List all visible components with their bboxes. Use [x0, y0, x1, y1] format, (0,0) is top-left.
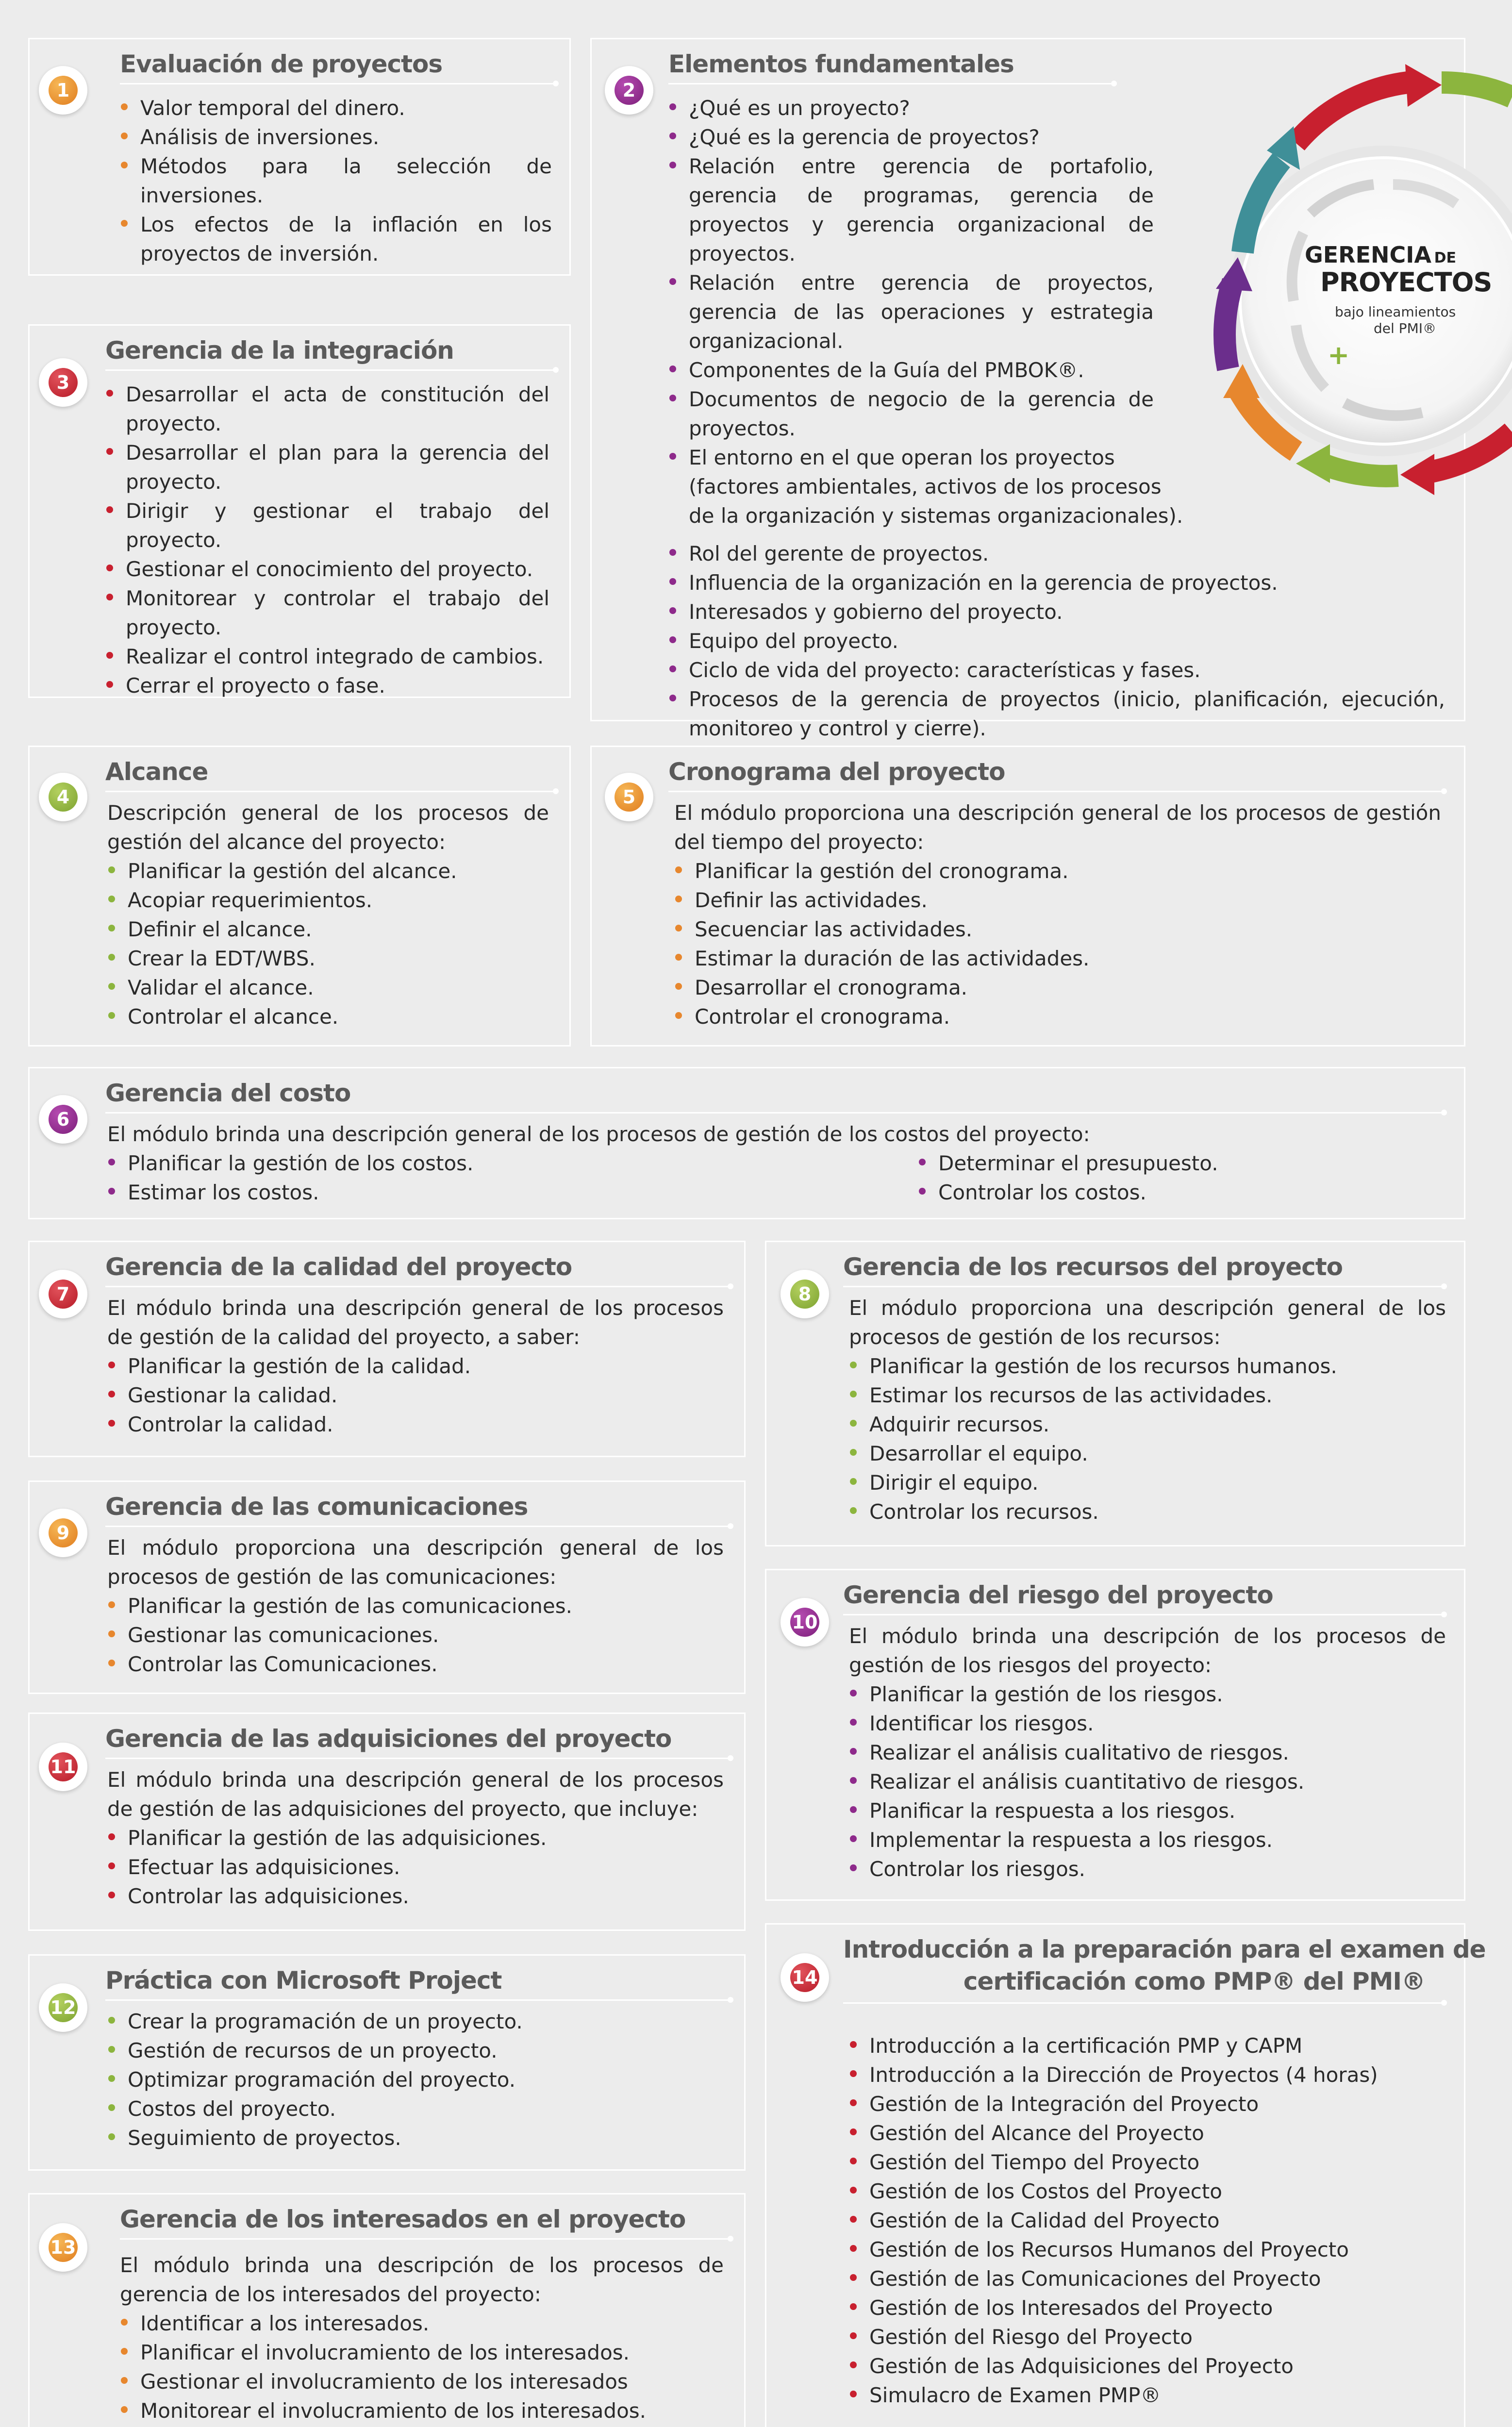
list-item: Controlar las Comunicaciones.	[107, 1650, 724, 1679]
module-number-badge	[39, 1743, 87, 1791]
title-divider	[105, 791, 557, 792]
module-body-continued	[668, 539, 1445, 743]
list-item: Introducción a la certificación PMP y CAPM	[849, 2031, 1446, 2061]
plus-icon: +	[1328, 340, 1350, 370]
module-title: Gerencia de los recursos del proyecto	[843, 1253, 1343, 1281]
module-11-card	[28, 1712, 746, 1931]
module-12-card	[28, 1954, 746, 2171]
list-item: Definir el alcance.	[107, 915, 549, 944]
list-item: Seguimiento de proyectos.	[107, 2124, 724, 2153]
list-item: Gestionar el conocimiento del proyecto.	[105, 555, 549, 584]
list-item: Planificar la gestión de las adquisiciones.	[107, 1824, 724, 1853]
title-divider	[105, 1999, 731, 2001]
list-item: Documentos de negocio de la gerencia de proyectos.	[668, 385, 1154, 443]
module-number: 12	[49, 1993, 78, 2022]
list-item: Cerrar el proyecto o fase.	[105, 671, 549, 700]
module-body	[107, 1294, 724, 1439]
list-item: Validar el alcance.	[107, 973, 549, 1002]
list-item: Simulacro de Examen PMP®	[849, 2381, 1446, 2410]
title-divider	[120, 2238, 731, 2240]
module-body	[849, 2031, 1446, 2410]
module-title: Gerencia de las adquisiciones del proyecto	[105, 1725, 672, 1753]
title-divider	[843, 1614, 1445, 1615]
list-item: Realizar el análisis cuantitativo de riesgos.	[849, 1767, 1446, 1796]
module-body	[849, 1294, 1446, 1527]
title-divider	[120, 83, 557, 84]
title-divider	[105, 1286, 731, 1287]
module-number-badge	[39, 1509, 87, 1557]
title-divider	[843, 2002, 1445, 2004]
list-item: Gestión de la Integración del Proyecto	[849, 2090, 1446, 2119]
module-title: Evaluación de proyectos	[120, 50, 443, 78]
module-body	[105, 380, 549, 700]
list-item: Crear la programación de un proyecto.	[107, 2007, 724, 2036]
list-item: Gestión del Riesgo del Proyecto	[849, 2323, 1446, 2352]
module-number-badge	[39, 66, 87, 115]
module-body	[120, 2251, 724, 2426]
module-number-badge	[39, 358, 87, 407]
module-number: 6	[49, 1105, 78, 1134]
list-item: Costos del proyecto.	[107, 2095, 724, 2124]
module-body	[668, 94, 1183, 531]
list-item: Identificar los riesgos.	[849, 1709, 1446, 1738]
list-item: Componentes de la Guía del PMBOK®.	[668, 356, 1154, 385]
module-number: 1	[49, 76, 78, 105]
module-number: 4	[49, 782, 78, 812]
list-item: Análisis de inversiones.	[120, 123, 552, 152]
list-item: Planificar la gestión del alcance.	[107, 857, 549, 886]
module-number: 13	[49, 2233, 78, 2262]
list-item: Planificar la gestión de los recursos humanos.	[849, 1352, 1446, 1381]
list-item: Valor temporal del dinero.	[120, 94, 552, 123]
list-item: Controlar los costos.	[918, 1178, 1218, 1207]
list-item: Gestión de las Comunicaciones del Proyecto	[849, 2264, 1446, 2294]
module-number-badge	[39, 773, 87, 821]
list-item: Definir las actividades.	[674, 886, 1441, 915]
list-item: Estimar la duración de las actividades.	[674, 944, 1441, 973]
list-item: Influencia de la organización en la gerencia de proyectos.	[668, 568, 1445, 598]
list-item: Gestión del Tiempo del Proyecto	[849, 2148, 1446, 2177]
module-intro: El módulo proporciona una descripción general de los procesos de gestión de las comunicaciones:	[107, 1536, 724, 1589]
gerencia-de-proyectos-logo	[1170, 29, 1512, 544]
list-item: Los efectos de la inflación en los proyectos de inversión.	[120, 210, 552, 268]
title-divider	[105, 1526, 731, 1527]
title-divider	[105, 369, 557, 371]
list-item: Controlar los riesgos.	[849, 1855, 1446, 1884]
module-number: 5	[615, 782, 644, 812]
module-number-badge	[605, 773, 653, 821]
list-item: Planificar la gestión del cronograma.	[674, 857, 1441, 886]
list-item: Determinar el presupuesto.	[918, 1149, 1218, 1178]
list-item: Planificar la gestión de la calidad.	[107, 1352, 724, 1381]
list-item: Crear la EDT/WBS.	[107, 944, 549, 973]
module-body	[107, 2007, 724, 2153]
list-item: Realizar el control integrado de cambios.	[105, 642, 549, 671]
module-title: Gerencia del costo	[105, 1079, 351, 1107]
list-item: Gestión de la Calidad del Proyecto	[849, 2206, 1446, 2235]
logo-caption: bajo lineamientos	[1335, 304, 1456, 320]
list-item: Controlar las adquisiciones.	[107, 1882, 724, 1911]
list-item: Desarrollar el acta de constitución del proyecto.	[105, 380, 549, 438]
list-item: Relación entre gerencia de proyectos, gerencia de las operaciones y estrategia organizacional.	[668, 268, 1154, 356]
list-item: Acopiar requerimientos.	[107, 886, 549, 915]
list-item: Gestión de recursos de un proyecto.	[107, 2036, 724, 2065]
module-intro: El módulo brinda una descripción general de los procesos de gestión de los costos del proyecto:	[107, 1122, 1090, 1146]
list-item: Realizar el análisis cualitativo de riesgos.	[849, 1738, 1446, 1767]
title-divider	[105, 1758, 731, 1759]
module-9-card	[28, 1480, 746, 1694]
module-title: Elementos fundamentales	[668, 50, 1014, 78]
module-title: Gerencia de la integración	[105, 336, 454, 365]
list-item: Secuenciar las actividades.	[674, 915, 1441, 944]
module-body	[674, 798, 1441, 1031]
module-10-card	[765, 1569, 1465, 1901]
list-item: Implementar la respuesta a los riesgos.	[849, 1826, 1446, 1855]
list-item: Identificar a los interesados.	[120, 2309, 724, 2338]
list-item: Monitorear y controlar el trabajo del proyecto.	[105, 584, 549, 642]
module-number: 7	[49, 1280, 78, 1309]
list-item: Controlar la calidad.	[107, 1410, 724, 1439]
list-item: Efectuar las adquisiciones.	[107, 1853, 724, 1882]
module-body	[849, 1622, 1446, 1884]
module-body	[120, 94, 552, 268]
module-number-badge	[781, 1953, 829, 2002]
list-item: Gestión de los Recursos Humanos del Proyecto	[849, 2235, 1446, 2264]
module-number: 2	[615, 76, 644, 105]
list-item: ¿Qué es la gerencia de proyectos?	[668, 123, 1154, 152]
module-title-line-2: certificación como PMP® del PMI®	[963, 1967, 1425, 1995]
title-divider	[668, 83, 1115, 84]
list-item: Gestionar las comunicaciones.	[107, 1621, 724, 1650]
module-number-badge	[39, 1270, 87, 1318]
list-item: Dirigir y gestionar el trabajo del proyecto.	[105, 497, 549, 555]
module-title: Gerencia de las comunicaciones	[105, 1493, 528, 1521]
list-item: Optimizar programación del proyecto.	[107, 2065, 724, 2095]
title-divider	[668, 791, 1445, 792]
module-7-card	[28, 1241, 746, 1457]
list-item: Procesos de la gerencia de proyectos (inicio, planificación, ejecución, monitoreo y control y cierre).	[668, 685, 1445, 743]
list-item: Gestión del Alcance del Proyecto	[849, 2119, 1446, 2148]
list-item: Planificar la respuesta a los riesgos.	[849, 1796, 1446, 1826]
module-number-badge	[781, 1270, 829, 1318]
logo-title: GERENCIA DE	[1305, 242, 1456, 268]
module-14-card	[765, 1923, 1486, 2427]
module-6-card	[28, 1067, 1465, 1219]
list-item: Gestión de los Costos del Proyecto	[849, 2177, 1446, 2206]
list-item: Dirigir el equipo.	[849, 1468, 1446, 1497]
module-8-card	[765, 1241, 1465, 1546]
list-item: Ciclo de vida del proyecto: características y fases.	[668, 656, 1445, 685]
module-number-badge	[781, 1598, 829, 1646]
module-intro: El módulo brinda una descripción general de los procesos de gestión de la calidad del proyecto, a saber:	[107, 1296, 724, 1349]
list-item: Controlar los recursos.	[849, 1497, 1446, 1527]
module-number: 9	[49, 1518, 78, 1547]
module-body	[107, 1765, 724, 1911]
list-item: Introducción a la Dirección de Proyectos (4 horas)	[849, 2061, 1446, 2090]
title-divider	[843, 1286, 1445, 1287]
list-item: Relación entre gerencia de portafolio, gerencia de programas, gerencia de proyectos y gerencia organizacional de proyectos.	[668, 152, 1154, 268]
list-item: Gestionar la calidad.	[107, 1381, 724, 1410]
module-4-card	[28, 746, 571, 1047]
logo-subtitle: PROYECTOS	[1320, 267, 1492, 298]
module-body	[107, 1533, 724, 1679]
list-item: El entorno en el que operan los proyectos (factores ambientales, activos de los procesos de la organización y sistemas organizacionales).	[668, 443, 1189, 531]
module-3-card	[28, 324, 571, 698]
list-item: Desarrollar el plan para la gerencia del proyecto.	[105, 438, 549, 497]
list-item: Desarrollar el cronograma.	[674, 973, 1441, 1002]
list-item: Desarrollar el equipo.	[849, 1439, 1446, 1468]
list-item: Rol del gerente de proyectos.	[668, 539, 1445, 568]
module-number-badge	[39, 1983, 87, 2032]
module-intro: Descripción general de los procesos de gestión del alcance del proyecto:	[107, 801, 549, 854]
module-title: Cronograma del proyecto	[668, 758, 1005, 786]
list-item: Estimar los costos.	[107, 1178, 918, 1207]
list-item: Controlar el alcance.	[107, 1002, 549, 1031]
module-title: Alcance	[105, 758, 208, 786]
module-1-card	[28, 38, 571, 276]
list-item: Monitorear el involucramiento de los interesados.	[120, 2396, 724, 2426]
module-number-badge	[39, 2223, 87, 2272]
list-item: ¿Qué es un proyecto?	[668, 94, 1154, 123]
module-body	[107, 798, 549, 1031]
module-number: 11	[49, 1752, 78, 1781]
list-item: Equipo del proyecto.	[668, 627, 1445, 656]
module-number-badge	[39, 1095, 87, 1144]
title-divider	[105, 1112, 1445, 1114]
list-item: Gestión de los Interesados del Proyecto	[849, 2294, 1446, 2323]
module-intro: El módulo brinda una descripción general de los procesos de gestión de las adquisiciones del proyecto, que incluye:	[107, 1768, 724, 1821]
list-item: Gestionar el involucramiento de los interesados	[120, 2367, 724, 2396]
logo-caption-pmi: del PMI®	[1374, 320, 1436, 336]
list-item: Gestión de las Adquisiciones del Proyecto	[849, 2352, 1446, 2381]
module-title: Introducción a la preparación para el examen de	[843, 1935, 1486, 1963]
list-item: Planificar la gestión de las comunicaciones.	[107, 1592, 724, 1621]
list-item: Controlar el cronograma.	[674, 1002, 1441, 1031]
module-title: Gerencia del riesgo del proyecto	[843, 1581, 1273, 1609]
module-number: 14	[790, 1963, 819, 1992]
module-intro: El módulo proporciona una descripción general de los procesos de gestión del tiempo del proyecto:	[674, 801, 1441, 854]
module-number: 10	[790, 1608, 819, 1637]
module-5-card	[590, 746, 1465, 1047]
module-intro: El módulo brinda una descripción de los procesos de gerencia de los interesados del proyecto:	[120, 2253, 724, 2306]
list-item: Métodos para la selección de inversiones.	[120, 152, 552, 210]
module-body	[107, 1120, 1418, 1207]
module-13-card	[28, 2193, 746, 2427]
list-item: Adquirir recursos.	[849, 1410, 1446, 1439]
module-intro: El módulo brinda una descripción de los procesos de gestión de los riesgos del proyecto:	[849, 1624, 1446, 1677]
module-title: Práctica con Microsoft Project	[105, 1966, 502, 1995]
list-item: Planificar la gestión de los riesgos.	[849, 1680, 1446, 1709]
module-title: Gerencia de los interesados en el proyecto	[120, 2205, 686, 2233]
list-item: Planificar el involucramiento de los interesados.	[120, 2338, 724, 2367]
list-item: Estimar los recursos de las actividades.	[849, 1381, 1446, 1410]
module-number: 8	[790, 1280, 819, 1309]
list-item: Interesados y gobierno del proyecto.	[668, 598, 1445, 627]
module-title: Gerencia de la calidad del proyecto	[105, 1253, 572, 1281]
module-intro: El módulo proporciona una descripción general de los procesos de gestión de los recursos:	[849, 1296, 1446, 1349]
module-number: 3	[49, 368, 78, 397]
list-item: Planificar la gestión de los costos.	[107, 1149, 918, 1178]
module-number-badge	[605, 66, 653, 115]
